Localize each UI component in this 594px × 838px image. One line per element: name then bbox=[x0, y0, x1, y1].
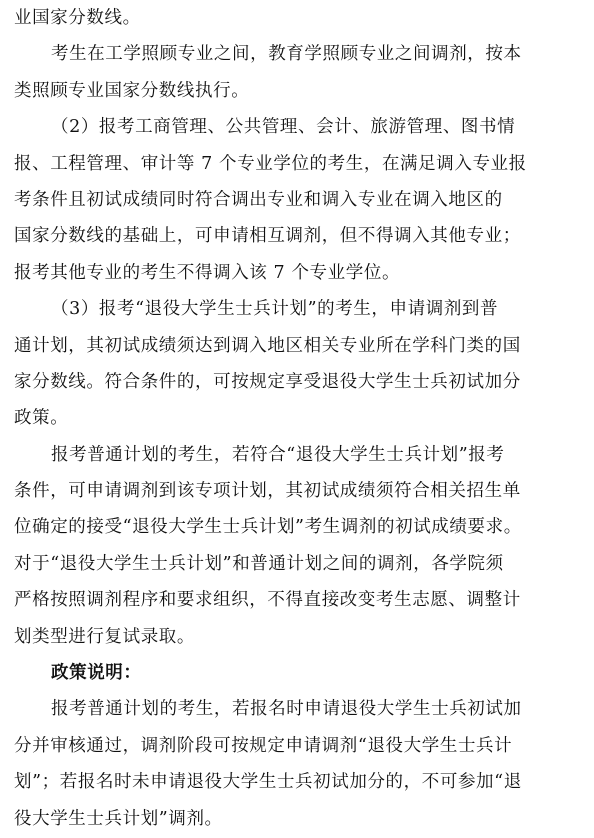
text-line: 类照顾专业国家分数线执行。 bbox=[14, 80, 250, 101]
text-line: 位确定的接受“退役大学生士兵计划”考生调剂的初试成绩要求。 bbox=[14, 517, 522, 538]
text-line: （2）报考工商管理、公共管理、会计、旅游管理、图书情 bbox=[51, 117, 516, 138]
text-line: 业国家分数线。 bbox=[14, 8, 141, 28]
text-line: 报考其他专业的考生不得调入该 7 个专业学位。 bbox=[14, 262, 401, 283]
text-line: 国家分数线的基础上，可申请相互调剂，但不得调入其他专业； bbox=[14, 226, 521, 247]
text-line: 分并审核通过，调剂阶段可按规定申请调剂“退役大学生士兵计 bbox=[14, 735, 513, 756]
text-line: （3）报考“退役大学生士兵计划”的考生，申请调剂到普 bbox=[51, 299, 499, 320]
text-line: 严格按照调剂程序和要求组织，不得直接改变考生志愿、调整计 bbox=[14, 590, 521, 611]
text-line: 报考普通计划的考生，若符合“退役大学生士兵计划”报考 bbox=[51, 444, 505, 465]
text-line: 家分数线。符合条件的，可按规定享受退役大学生士兵初试加分 bbox=[14, 371, 521, 392]
text-line: 对于“退役大学生士兵计划”和普通计划之间的调剂，各学院须 bbox=[14, 553, 504, 574]
text-line: 划”；若报名时未申请退役大学生士兵初试加分的，不可参加“退 bbox=[14, 772, 522, 793]
text-line: 报考普通计划的考生，若报名时申请退役大学生士兵初试加 bbox=[51, 699, 522, 720]
document-body bbox=[14, 0, 580, 837]
section-heading: 政策说明： bbox=[51, 663, 142, 684]
text-line: 通计划，其初试成绩须达到调入地区相关专业所在学科门类的国 bbox=[14, 335, 521, 356]
text-line: 考生在工学照顾专业之间，教育学照顾专业之间调剂，按本 bbox=[51, 44, 522, 65]
text-line: 划类型进行复试录取。 bbox=[14, 626, 195, 647]
text-line: 役大学生士兵计划”调剂。 bbox=[14, 808, 223, 829]
text-line: 考条件且初试成绩同时符合调出专业和调入专业在调入地区的 bbox=[14, 189, 503, 210]
text-line: 报、工程管理、审计等 7 个专业学位的考生，在满足调入专业报 bbox=[14, 153, 527, 174]
text-line: 政策。 bbox=[14, 408, 69, 429]
text-line: 条件，可申请调剂到该专项计划，其初试成绩须符合相关招生单 bbox=[14, 481, 521, 502]
